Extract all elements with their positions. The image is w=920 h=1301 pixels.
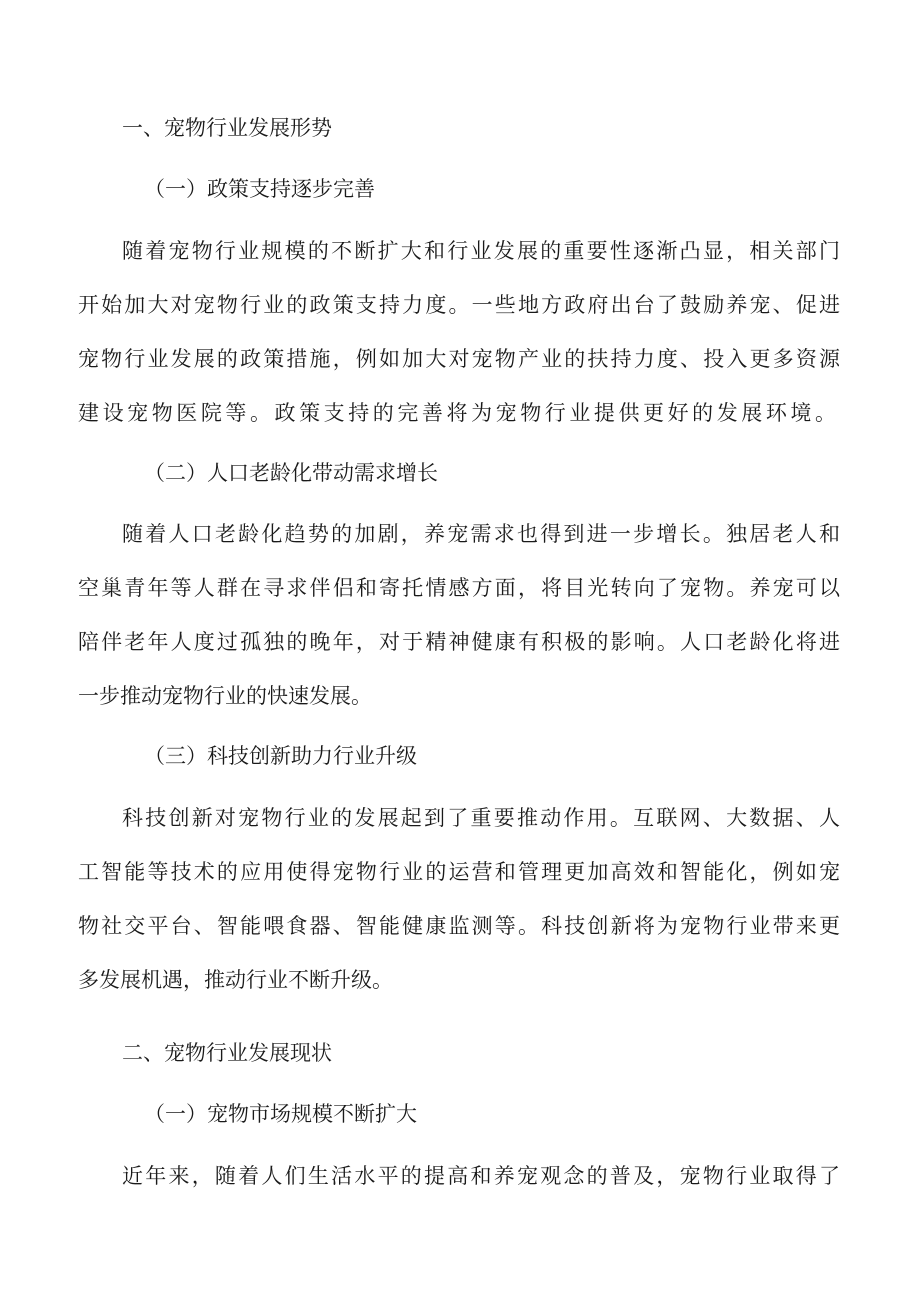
paragraph-line: 多发展机遇，推动行业不断升级。 [78,968,393,992]
paragraph-line: 工智能等技术的应用使得宠物行业的运营和管理更加高效和智能化，例如宠 [78,860,843,884]
section-heading: 二、宠物行业发展现状 [122,1041,332,1065]
paragraph-line: 空巢青年等人群在寻求伴侣和寄托情感方面，将目光转向了宠物。养宠可以 [78,576,843,600]
paragraph-line: 随着人口老龄化趋势的加剧，养宠需求也得到进一步增长。独居老人和 [122,522,843,546]
subsection-heading: （三）科技创新助力行业升级 [144,744,417,768]
section-heading: 一、宠物行业发展形势 [122,116,332,140]
paragraph-line: 近年来，随着人们生活水平的提高和养宠观念的普及，宠物行业取得了 [122,1164,843,1188]
paragraph-line: 一步推动宠物行业的快速发展。 [78,684,372,708]
paragraph-line: 随着宠物行业规模的不断扩大和行业发展的重要性逐渐凸显，相关部门 [122,239,843,263]
paragraph-line: 开始加大对宠物行业的政策支持力度。一些地方政府出台了鼓励养宠、促进 [78,293,843,317]
subsection-heading: （一）政策支持逐步完善 [144,177,375,201]
paragraph-line: 物社交平台、智能喂食器、智能健康监测等。科技创新将为宠物行业带来更 [78,914,843,938]
paragraph-line: 宠物行业发展的政策措施，例如加大对宠物产业的扶持力度、投入更多资源 [78,347,843,371]
subsection-heading: （二）人口老龄化带动需求增长 [144,461,438,485]
paragraph-line: 建设宠物医院等。政策支持的完善将为宠物行业提供更好的发展环境。 [78,401,840,425]
subsection-heading: （一）宠物市场规模不断扩大 [144,1102,417,1126]
paragraph-line: 陪伴老年人度过孤独的晚年，对于精神健康有积极的影响。人口老龄化将进 [78,630,843,654]
paragraph-line: 科技创新对宠物行业的发展起到了重要推动作用。互联网、大数据、人 [122,806,843,830]
